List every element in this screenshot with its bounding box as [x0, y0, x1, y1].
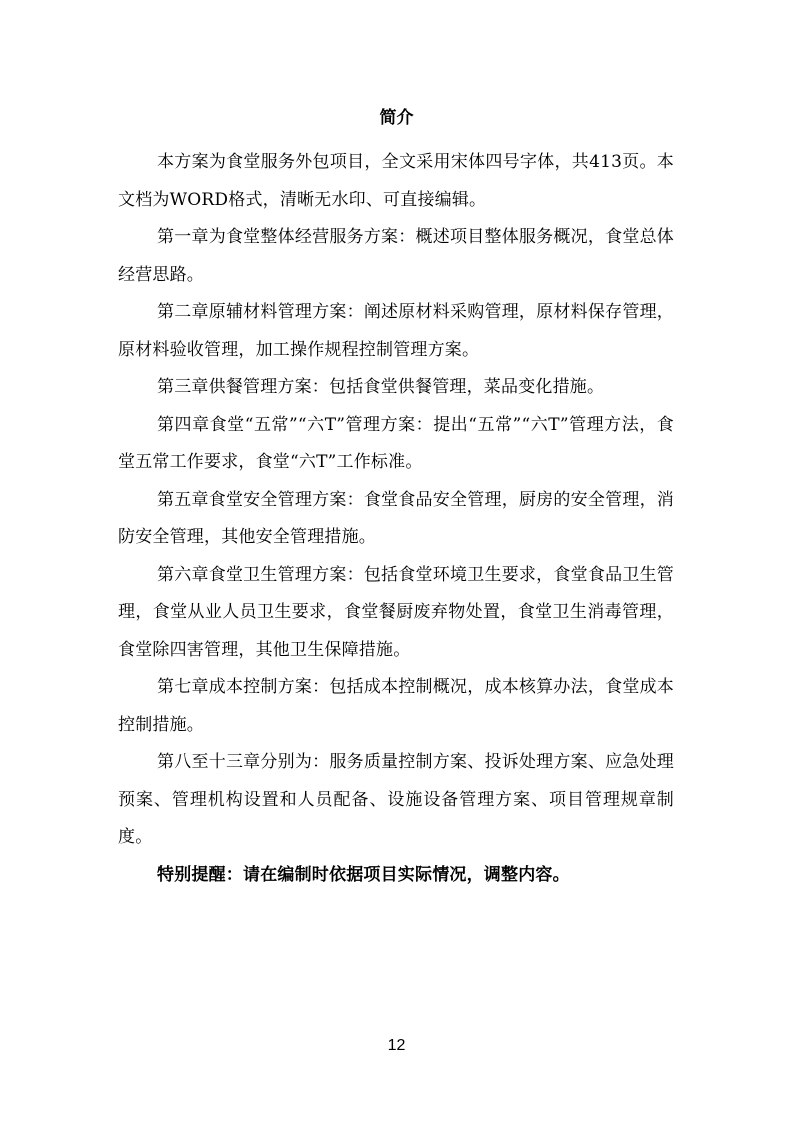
page-number: 12: [387, 1037, 406, 1054]
paragraph-chapter-1: 第一章为食堂整体经营服务方案：概述项目整体服务概况，食堂总体经营思路。: [118, 227, 674, 285]
paragraph-chapter-4: 第四章食堂“五常”“六T”管理方案：提出“五常”“六T”管理方法，食堂五常工作要求，食堂“六T”工作标准。: [118, 414, 674, 472]
paragraph-chapter-3: 第三章供餐管理方案：包括食堂供餐管理，菜品变化措施。: [157, 377, 605, 397]
paragraph-chapter-7: 第七章成本控制方案：包括成本控制概况，成本核算办法，食堂成本控制措施。: [118, 677, 674, 735]
special-reminder: 特别提醒：请在编制时依据项目实际情况，调整内容。: [157, 864, 570, 885]
paragraph-chapter-2: 第二章原辅材料管理方案：阐述原材料采购管理，原材料保存管理，原材料验收管理，加工操作规程控制管理方案。: [118, 302, 674, 360]
page-title: 简介: [379, 108, 414, 128]
document-body: [118, 144, 674, 894]
paragraph-chapter-5: 第五章食堂安全管理方案：食堂食品安全管理，厨房的安全管理，消防安全管理，其他安全管理措施。: [118, 489, 674, 547]
paragraph-chapter-6: 第六章食堂卫生管理方案：包括食堂环境卫生要求，食堂食品卫生管理，食堂从业人员卫生要求，食堂餐厨废弃物处置，食堂卫生消毒管理，食堂除四害管理，其他卫生保障措施。: [118, 564, 674, 660]
paragraph-intro: 本方案为食堂服务外包项目，全文采用宋体四号字体，共413页。本文档为WORD格式，清晰无水印、可直接编辑。: [118, 152, 674, 210]
paragraph-chapter-8-13: 第八至十三章分别为：服务质量控制方案、投诉处理方案、应急处理预案、管理机构设置和人员配备、设施设备管理方案、项目管理规章制度。: [118, 752, 674, 847]
